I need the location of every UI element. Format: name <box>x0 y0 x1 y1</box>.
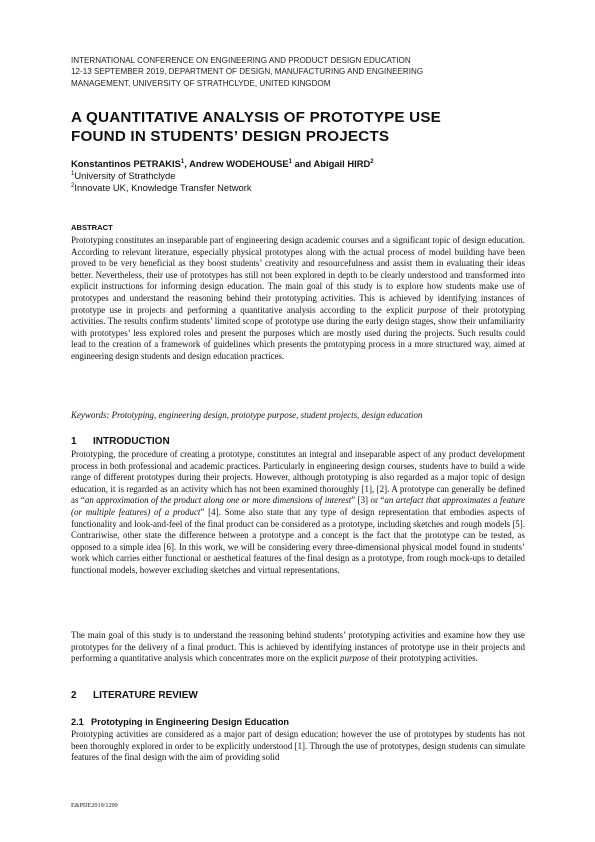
subsection-title: Prototyping in Engineering Design Education <box>91 717 290 727</box>
quotation: an artefact that approximates a feature (or multiple features) of a product <box>71 495 525 517</box>
author-separator: and <box>291 158 314 169</box>
subsection-heading <box>71 717 525 728</box>
abstract-text-part: Prototyping constitutes an inseparable part of engineering design academic courses and a significant topic of design education. According to relevant literature, especially physical prototypes along with the actual process of model building have been proved to be very beneficial as they boost students’ creativity and resourcefulness and assist them in evaluating their ideas better. Nevertheless, their use of prototypes has still not been explored in depth to be clearly understood and transformed into explicit instructions for informing design education. The main goal of this study is to explore how students make use of prototypes and understand the reasoning behind their prototyping activities. This is achieved by identifying instances of prototype use in projects and performing a quantitative analysis according to the explicit <box>71 235 525 315</box>
paper-title-line-1: A QUANTITATIVE ANALYSIS OF PROTOTYPE USE <box>71 109 442 126</box>
conference-header <box>71 55 525 89</box>
subsection-number: 2.1 <box>71 717 84 727</box>
conference-header-line-3: MANAGEMENT, UNIVERSITY OF STRATHCLYDE, UNITED KINGDOM <box>71 78 331 88</box>
conference-header-line-2: 12-13 SEPTEMBER 2019, DEPARTMENT OF DESIGN, MANUFACTURING AND ENGINEERING <box>71 67 424 77</box>
author-name: Konstantinos PETRAKIS <box>71 158 181 169</box>
affiliation-text: University of Strathclyde <box>74 170 176 181</box>
quotation: an approximation of the product along one or more dimensions of interest <box>84 495 352 506</box>
emphasis: purpose <box>340 653 369 664</box>
paragraph-text: ” [3] or “ <box>351 495 385 506</box>
affiliation-marker: 1 <box>71 171 75 177</box>
page-footer: E&PDE2019/1299 <box>71 802 118 809</box>
paper-title <box>71 108 525 146</box>
affiliation-marker: 2 <box>370 159 374 165</box>
author-name: Andrew WODEHOUSE <box>189 158 289 169</box>
paragraph-text: of their prototyping activities. <box>368 653 478 664</box>
section-title: INTRODUCTION <box>93 436 170 447</box>
section-title: LITERATURE REVIEW <box>93 690 198 701</box>
affiliation-marker: 1 <box>288 159 292 165</box>
keywords: Keywords: Prototyping, engineering design, prototype purpose, student projects, design education <box>71 410 423 420</box>
affiliation-1 <box>71 170 525 182</box>
introduction-paragraph-2 <box>71 630 525 665</box>
paragraph-text: The main goal of this study is to understand the reasoning behind students’ prototyping activities and examine how they use prototypes for the delivery of a final product. This is achieved by identifying instances of prototype use in their projects and performing a quantitative analysis which concentrates more on the explicit <box>71 630 525 664</box>
abstract-heading: ABSTRACT <box>71 223 113 232</box>
section-number: 1 <box>71 436 77 447</box>
section-number: 2 <box>71 690 77 701</box>
author-block <box>71 158 525 194</box>
paragraph-text: ” [4]. Some also state that any type of design representation that embodies aspects of functionality and look-and-feel of the final product can be considered as a prototype, including sketches and rough models [5]. Contrariwise, other state the difference between a prototype and a concept is the fact that the prototype can be tested, as opposed to a simple idea [6]. In this work, we will be considering every three-dimensional physical model found in students’ work which carries either functional or aesthetical features of the final design as a prototype, from rough mock-ups to detailed functional models, however excluding sketches and virtual representations. <box>71 506 526 575</box>
author-separator: , <box>184 158 190 169</box>
abstract-emphasis: purpose <box>417 304 447 315</box>
paragraph-text: Prototyping, the procedure of creating a prototype, constitutes an integral and inseparable aspect of any product development process in both professional and academic practices. Particularly in engineering design courses, students have to build a wide range of different prototypes during their projects. However, although prototyping is also regarded as a major topic of design education, it is regarded as an activity which has not been examined thoroughly [1], [2]. A prototype can generally be defined as “ <box>71 449 525 506</box>
section-heading-literature-review <box>71 690 525 702</box>
abstract-text-part: of their prototyping activities. The results confirm students’ limited scope of prototype use during the early design stages, show their unfamiliarity with prototypes’ less explored roles and present the purposes which are mostly used during the projects. Such results could lead to the creation of a framework of guidelines which presents the prototyping process in a more structured way, aimed at engineering design students and design education practices. <box>71 304 526 361</box>
affiliation-2 <box>71 182 525 194</box>
paper-title-line-2: FOUND IN STUDENTS’ DESIGN PROJECTS <box>71 128 390 145</box>
abstract-text <box>71 235 525 363</box>
affiliation-marker: 1 <box>180 159 185 165</box>
affiliation-marker: 2 <box>71 183 75 189</box>
conference-header-line-1: INTERNATIONAL CONFERENCE ON ENGINEERING AND PRODUCT DESIGN EDUCATION <box>71 56 411 65</box>
affiliation-text: Innovate UK, Knowledge Transfer Network <box>74 182 252 193</box>
author-list <box>71 158 525 170</box>
introduction-paragraph-1 <box>71 449 525 577</box>
section-heading-introduction <box>71 436 525 448</box>
author-name: Abigail HIRD <box>313 158 371 169</box>
literature-paragraph-1: Prototyping activities are considered as a major part of design education; however the use of prototypes by students has not been thoroughly explored in order to be explicitly understood [1]. Through the use of prototypes, design students can simulate features of the final design with the aim of providing solid <box>71 729 525 763</box>
